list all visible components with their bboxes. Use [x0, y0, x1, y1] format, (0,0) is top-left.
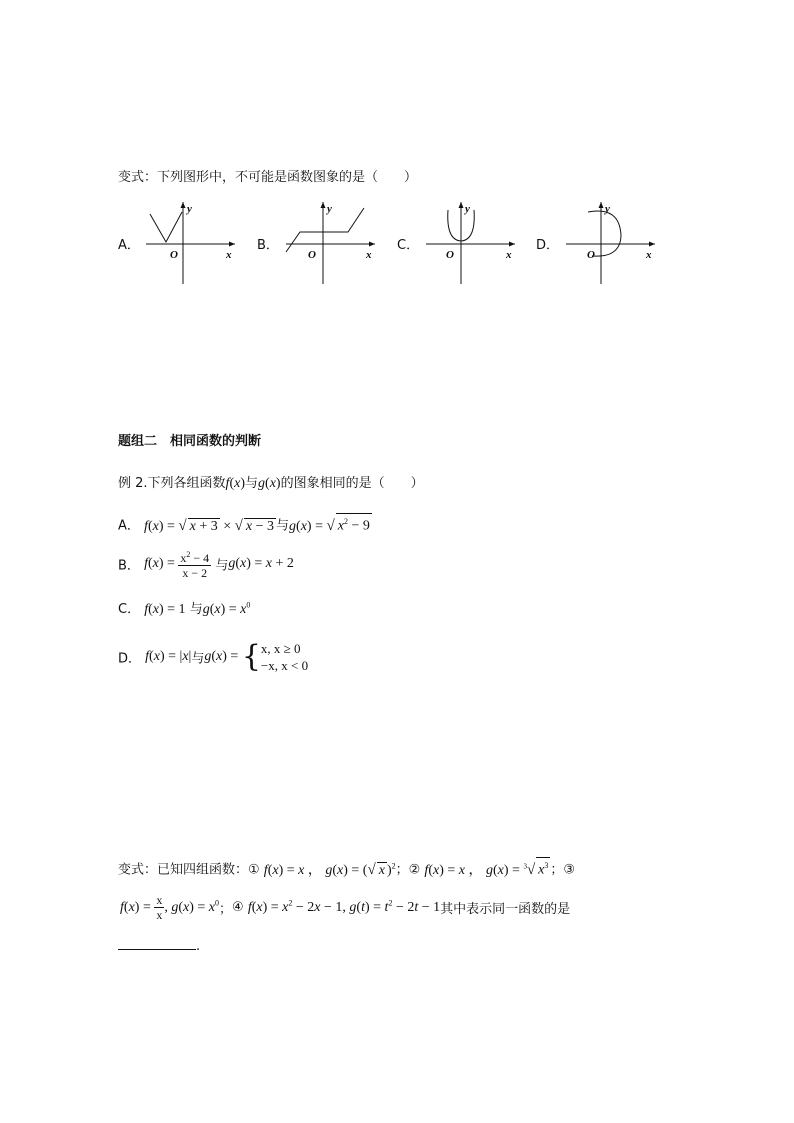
option-b-row [118, 548, 294, 580]
option-d-x-arrow [649, 242, 655, 247]
example2-option-d-formula: f(x) = |x| [145, 649, 192, 664]
variant2-end: . [196, 939, 201, 954]
option-b-graph [280, 196, 380, 286]
option-d-graph [560, 196, 660, 286]
variant1-question: 变式：下列图形中，不可能是函数图象的是（ ） [118, 170, 418, 185]
option-d-y-arrow [599, 202, 604, 208]
example2-connector: 与 [245, 476, 259, 491]
option-a-origin-label: O [170, 249, 178, 261]
example2-option-a-formula: f(x) = √ x + 3 × √ x − 3 [144, 517, 275, 534]
example2-option-a-g: g(x) = √ $x^2 - 9$ [289, 519, 372, 534]
option-b-y-arrow [321, 202, 326, 208]
option-b-y-label: y [327, 203, 332, 215]
example2-option-d-label: D． [118, 651, 142, 667]
option-b-curve [286, 208, 364, 252]
option-c-y-arrow [459, 202, 464, 208]
example2-question [118, 472, 424, 492]
option-c-x-arrow [509, 242, 515, 247]
example2-suffix: 的图象相同的是（ ） [280, 476, 424, 491]
variant2-line1: 变式：已知四组函数：① f(x) = x ， g(x) = (√ x )$^2$；② f(x) = x ， g(x) = $^3$√ $x^3$ ；③ [118, 857, 575, 879]
answer-blank[interactable] [118, 937, 196, 950]
option-d-origin-label: O [587, 249, 595, 261]
example2-option-d-connector: 与 [191, 651, 205, 667]
variant2-suffix: 其中表示同一函数的是 [440, 902, 571, 917]
example2-option-d-g: g(x) = { x, x ≥ 0 −x, x < 0 [204, 639, 309, 674]
option-c-origin-label: O [446, 249, 454, 261]
option-d-row [118, 640, 308, 674]
example2-prefix: 例 2.下列各组函数 [118, 476, 226, 491]
option-a-y-arrow [181, 202, 186, 208]
option-d-label: D． [536, 238, 560, 253]
variant2-mark2: ② [408, 862, 421, 878]
option-c-y-label: y [465, 203, 470, 215]
example2-option-c-label: C． [118, 602, 141, 617]
option-c-x-label: x [506, 249, 512, 261]
option-b-x-label: x [366, 249, 372, 261]
option-d-x-label: x [646, 249, 652, 261]
variant2-prefix: 变式：已知四组函数：① [118, 862, 260, 878]
example2-f-notation: f(x) [225, 476, 245, 491]
example2-option-c-connector: 与 [189, 602, 203, 617]
example2-option-c-formula: f(x) = 1 [144, 602, 186, 617]
variant2-answer-line [118, 937, 200, 954]
option-a-x-arrow [229, 242, 235, 247]
example2-g-notation: g(x) [258, 476, 281, 491]
option-c-label: C． [397, 238, 420, 253]
option-a-label: A． [118, 238, 140, 253]
example2-option-a-label: A． [118, 518, 140, 534]
option-a-y-label: y [187, 203, 192, 215]
option-a-row [118, 513, 372, 535]
option-d-y-label: y [605, 203, 610, 215]
option-b-origin-label: O [308, 249, 316, 261]
variant2-pair3: f(x) = $\frac{x}{x}$ , $g(x) = x^0$ [120, 893, 220, 922]
variant2-mark3: ③ [563, 862, 576, 878]
group2-title: 题组二 相同函数的判断 [118, 434, 262, 449]
variant2-line2: f(x) = $\frac{x}{x}$ , $g(x) = x^0$；④ $f(x) = x^2 - 2x - 1$, $g(t) = t^2 - 2t - 1$其中表示同一函数的是 [120, 893, 571, 922]
example2-option-b-connector: 与 [215, 558, 229, 574]
variant2-pair4: $f(x) = x^2 - 2x - 1$, $g(t) = t^2 - 2t - 1$ [247, 898, 441, 916]
example2-option-c-g: $g(x) = x^0$ [202, 600, 251, 617]
variant2-pair1: f(x) = x ， g(x) = (√ x )$^2$ [263, 861, 396, 878]
example2-option-b-label: B． [118, 558, 140, 574]
option-a-x-label: x [226, 249, 232, 261]
option-a-curve [150, 212, 182, 242]
option-a-graph [140, 196, 240, 286]
option-b-label: B． [257, 238, 279, 253]
option-c-row [118, 598, 250, 618]
variant2-pair2: f(x) = x ， g(x) = $^3$√ $x^3$ [424, 863, 550, 878]
option-c-graph [420, 196, 520, 286]
example2-option-b-formula: f(x) = $\frac{x^2 - 4}{x - 2}$ [144, 550, 210, 580]
example2-option-a-connector: 与 [276, 518, 290, 534]
variant2-mark4: ④ [232, 900, 244, 915]
option-b-x-arrow [369, 242, 375, 247]
example2-option-b-g: g(x) = x + 2 [228, 556, 294, 571]
